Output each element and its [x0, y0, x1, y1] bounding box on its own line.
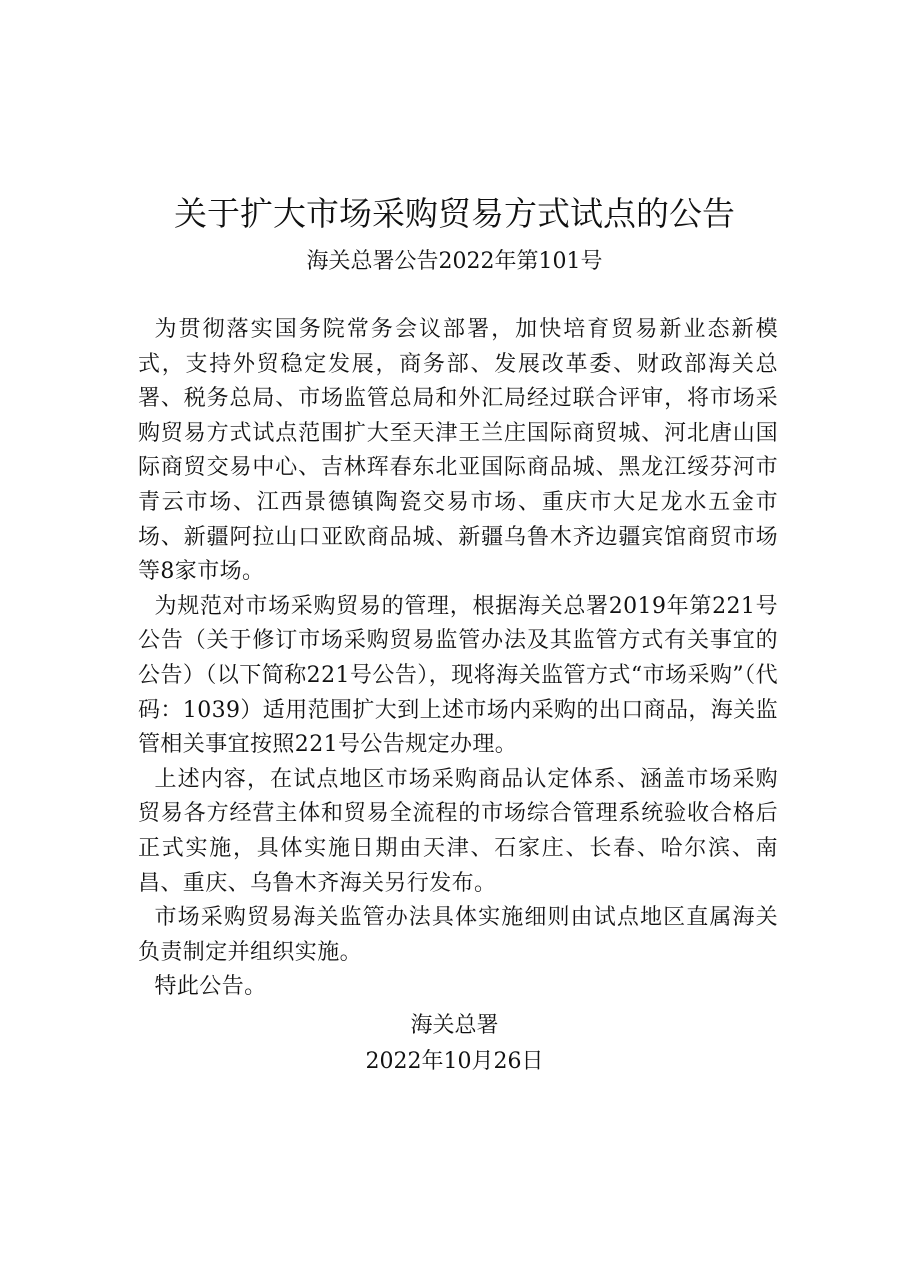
paragraph-regulation: 为规范对市场采购贸易的管理，根据海关总署2019年第221号公告（关于修订市场采购贸易监管办法及其监管方式有关事宜的公告）（以下简称221号公告），现将海关监管方式“市场采购”（代码：1039）适用范围扩大到上述市场内采购的出口商品，海关监管相关事宜按照221号公告规定办理。	[138, 593, 778, 758]
signoff-block	[0, 1008, 909, 1080]
issue-date: 2022年10月26日	[365, 1049, 544, 1074]
paragraph-closing: 特此公告。	[154, 974, 267, 1000]
paragraph-implementation: 上述内容，在试点地区市场采购商品认定体系、涵盖市场采购贸易各方经营主体和贸易全流程的市场综合管理系统验收合格后正式实施，具体实施日期由天津、石家庄、长春、哈尔滨、南昌、重庆、乌鲁木齐海关另行发布。	[138, 766, 778, 896]
paragraph-rules: 市场采购贸易海关监管办法具体实施细则由试点地区直属海关负责制定并组织实施。	[138, 905, 778, 965]
announcement-body	[138, 313, 778, 1005]
page-title: 关于扩大市场采购贸易方式试点的公告	[174, 194, 735, 233]
document-number: 海关总署公告2022年第101号	[306, 249, 603, 274]
issuer-name: 海关总署	[410, 1013, 499, 1038]
paragraph-scope: 为贯彻落实国务院常务会议部署，加快培育贸易新业态新模式，支持外贸稳定发展，商务部、发展改革委、财政部海关总署、税务总局、市场监管总局和外汇局经过联合评审，将市场采购贸易方式试点范围扩大至天津王兰庄国际商贸城、河北唐山国际商贸交易中心、吉林珲春东北亚国际商品城、黑龙江绥芬河市青云市场、江西景德镇陶瓷交易市场、重庆市大足龙水五金市场、新疆阿拉山口亚欧商品城、新疆乌鲁木齐边疆宾馆商贸市场等8家市场。	[138, 317, 778, 585]
